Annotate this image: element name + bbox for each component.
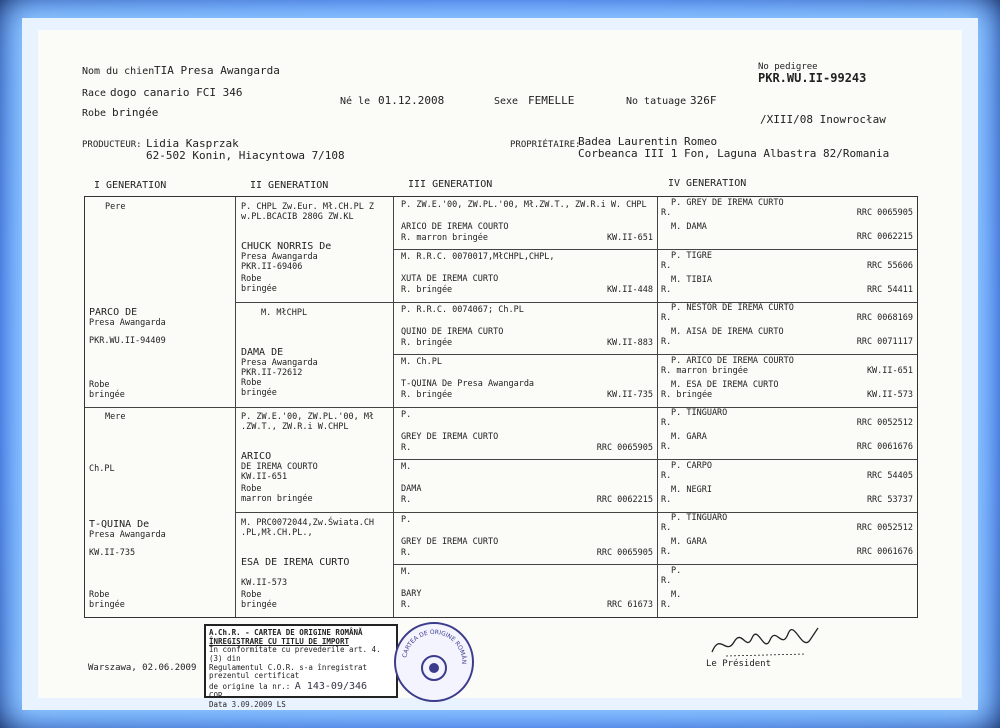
gen3-registration: RRC 0062215 xyxy=(596,495,653,505)
gen3-titles: P. ZW.E.'00, ZW.PL.'00, Mł.ZW.T., ZW.R.i W. CHPL xyxy=(401,200,647,210)
romanian-kennel-seal xyxy=(394,622,474,702)
gen3-robe: R. marron bringée xyxy=(401,233,488,243)
gen3-name: GREY DE IREMA CURTO xyxy=(401,537,499,547)
gen3-registration: RRC 0065905 xyxy=(596,548,653,558)
pedigree-table xyxy=(84,196,918,618)
svg-text:CARTEA DE ORIGINE ROMÂNĂ xyxy=(396,624,467,664)
gen4-robe: R. xyxy=(661,599,672,610)
gen2-robe-value: bringée xyxy=(241,284,277,294)
gen4-robe: R. marron bringée xyxy=(661,365,748,376)
gen2-titles: P. ZW.E.'00, ZW.PL.'00, Mł .ZW.T., ZW.R.i W.CHPL xyxy=(241,412,375,432)
gen4-name: M. AISA DE IREMA CURTO xyxy=(671,327,784,337)
mother-label: Mere xyxy=(105,412,126,422)
gen3-name: XUTA DE IREMA CURTO xyxy=(401,274,499,284)
gen4-robe: R. xyxy=(661,313,672,323)
gen4-registration: RRC 55606 xyxy=(866,260,913,271)
mother-title: Ch.PL xyxy=(89,464,115,474)
gen3-titles: P. R.R.C. 0074067; Ch.PL xyxy=(401,305,524,315)
seal-ring-text xyxy=(396,624,472,700)
row-divider xyxy=(393,354,917,355)
dog-name: TIA Presa Awangarda xyxy=(154,64,280,77)
gen2-kennel: Presa Awangarda xyxy=(241,252,318,262)
robe-label: Robe xyxy=(82,108,107,119)
gen2-kennel: DE IREMA COURTO xyxy=(241,462,318,472)
gen3-robe: R. xyxy=(401,495,412,505)
gen4-name: M. NEGRI xyxy=(671,484,712,495)
born-value: 01.12.2008 xyxy=(378,94,445,107)
row-divider xyxy=(85,407,917,408)
gen3-titles: M. xyxy=(401,567,412,577)
gen4-robe: R. xyxy=(661,523,672,533)
gen3-registration: KW.II-448 xyxy=(606,285,653,295)
gen4-registration: RRC 0061676 xyxy=(856,442,913,452)
gen3-titles: M. R.R.C. 0070017,MłCHPL,CHPL, xyxy=(401,252,555,262)
stamp-line: Regulamentul C.O.R. s-a înregistrat prezentul certificat xyxy=(209,662,368,681)
gen3-robe: R. xyxy=(401,548,412,558)
gen3-registration: KW.II-883 xyxy=(606,338,653,348)
gen2-robe-label: Robe xyxy=(241,378,262,388)
gen2-titles: M. PRC0072044,Zw.Świata.CH .PL,Mł.CH.PL., xyxy=(241,518,375,538)
gen4-name: M. ESA DE IREMA CURTO xyxy=(671,379,779,390)
father-robe-label: Robe xyxy=(89,380,110,390)
gen4-name: P. xyxy=(671,565,682,576)
gen3-robe: R. xyxy=(401,600,412,610)
stamp-line: În conformitate cu prevederile art. 4.(3) din xyxy=(209,645,381,663)
gen4-robe: R. xyxy=(661,260,672,271)
father-kennel: Presa Awangarda xyxy=(89,318,166,328)
gen4-robe: R. xyxy=(661,208,672,218)
import-registration-stamp xyxy=(204,624,398,709)
producer-name: Lidia Kasprzak xyxy=(146,137,239,150)
pedigree-label: No pedigree xyxy=(758,62,818,72)
gen4-robe: R. xyxy=(661,575,672,586)
producer-address: 62-502 Konin, Hiacyntowa 7/108 xyxy=(146,149,345,162)
gen2-kennel: Presa Awangarda xyxy=(241,358,318,368)
owner-address: Corbeanca III 1 Fon, Laguna Albastra 82/Romania xyxy=(578,147,890,160)
sex-value: FEMELLE xyxy=(528,94,575,107)
mother-kennel: Presa Awangarda xyxy=(89,530,166,540)
robe-value: bringée xyxy=(112,106,159,119)
gen2-name: ARICO xyxy=(241,451,272,462)
row-divider xyxy=(393,249,917,250)
gen4-name: P. TIGRE xyxy=(671,250,712,261)
gen4-registration: RRC 0068169 xyxy=(856,313,913,323)
gen2-robe-label: Robe xyxy=(241,590,262,600)
gen2-robe-label: Robe xyxy=(241,274,262,284)
gen3-robe: R. xyxy=(401,443,412,453)
gen4-robe: R. xyxy=(661,418,672,428)
gen3-name: ARICO DE IREMA COURTO xyxy=(401,222,509,232)
gen2-robe-value: marron bringée xyxy=(241,494,313,504)
pedigree-document xyxy=(38,30,962,709)
seal-text: CARTEA DE ORIGINE ROMÂN xyxy=(401,628,468,665)
gen4-name: P. GREY DE IREMA CURTO xyxy=(671,198,784,208)
gen4-name: P. TINGUARO xyxy=(671,408,728,418)
gen3-registration: KW.II-735 xyxy=(606,390,653,400)
gen3-name: BARY xyxy=(401,589,422,599)
generation-1-header: I GENERATION xyxy=(94,180,167,191)
gen4-robe: R. xyxy=(661,470,672,481)
gen3-name: QUINO DE IREMA CURTO xyxy=(401,327,504,337)
gen3-titles: P. xyxy=(401,410,412,420)
gen2-name: DAMA DE xyxy=(241,347,284,358)
mother-name: T-QUINA De xyxy=(89,519,150,530)
gen4-name: M. GARA xyxy=(671,432,707,442)
gen3-name: T-QUINA De Presa Awangarda xyxy=(401,379,535,389)
race-label: Race xyxy=(82,88,107,99)
tattoo-label: No tatuage xyxy=(626,96,687,107)
gen2-name: ESA DE IREMA CURTO xyxy=(241,557,350,568)
gen4-registration: RRC 0052512 xyxy=(856,418,913,428)
gen4-robe: R. xyxy=(661,547,672,557)
pedigree-number: PKR.WU.II-99243 xyxy=(758,71,867,85)
stamp-line: de origine la nr.: xyxy=(209,681,291,691)
gen3-titles: M. xyxy=(401,462,412,472)
gen3-robe: R. bringée xyxy=(401,285,453,295)
race-value: dogo canario FCI 346 xyxy=(110,86,243,99)
row-divider xyxy=(235,512,917,513)
gen4-robe: R. xyxy=(661,494,672,505)
gen2-registration: PKR.II-69406 xyxy=(241,262,303,272)
generation-2-header: II GENERATION xyxy=(250,180,329,191)
gen4-name: P. ARICO DE IREMA COURTO xyxy=(671,355,794,366)
stamp-date: 3.09.2009 xyxy=(231,699,273,709)
gen3-titles: P. xyxy=(401,515,412,525)
mother-registration: KW.II-735 xyxy=(89,548,136,558)
gen2-robe-value: bringée xyxy=(241,600,277,610)
stamp-line: ÎNREGISTRARE CU TITLU DE IMPORT xyxy=(209,636,349,646)
mother-robe-value: bringée xyxy=(89,600,125,610)
owner-label: PROPRIÉTAIRE: xyxy=(510,140,581,150)
gen4-registration: RRC 0065905 xyxy=(856,208,913,218)
gen2-name: CHUCK NORRIS De xyxy=(241,241,332,252)
gen4-registration: RRC 0071117 xyxy=(856,337,913,347)
gen4-name: P. CARPO xyxy=(671,460,712,471)
gen3-registration: KW.II-651 xyxy=(606,233,653,243)
gen2-titles: M. MłCHPL xyxy=(261,308,308,318)
gen4-name: P. TINGUARO xyxy=(671,513,728,523)
gen3-name: DAMA xyxy=(401,484,422,494)
gen4-name: M. DAMA xyxy=(671,222,707,232)
gen4-name: M. TIBIA xyxy=(671,274,712,285)
mother-robe-label: Robe xyxy=(89,590,110,600)
gen2-registration: KW.II-573 xyxy=(241,578,288,588)
father-registration: PKR.WU.II-94409 xyxy=(89,336,166,346)
gen4-name: M. GARA xyxy=(671,537,707,547)
gen4-registration: RRC 0062215 xyxy=(856,232,913,242)
father-robe-value: bringée xyxy=(89,390,125,400)
gen3-name: GREY DE IREMA CURTO xyxy=(401,432,499,442)
gen4-registration: RRC 54405 xyxy=(866,470,913,481)
gen4-robe: R. xyxy=(661,442,672,452)
row-divider xyxy=(393,564,917,565)
owner-name: Badea Laurentin Romeo xyxy=(578,135,718,148)
tattoo-value: 326F xyxy=(690,94,717,107)
gen2-robe-value: bringée xyxy=(241,388,277,398)
gen3-titles: M. Ch.PL xyxy=(401,357,442,367)
gen3-robe: R. bringée xyxy=(401,338,453,348)
litter-reference: /XIII/08 Inowrocław xyxy=(760,113,886,126)
gen3-registration: RRC 61673 xyxy=(606,600,653,610)
gen2-titles: P. CHPL Zw.Eur. Mł.CH.PL Z w.PL.BCACIB 280G ZW.KL xyxy=(241,202,375,222)
father-name: PARCO DE xyxy=(89,307,138,318)
gen4-registration: RRC 0052512 xyxy=(856,523,913,533)
generation-3-header: III GENERATION xyxy=(408,179,493,190)
gen4-registration: RRC 54411 xyxy=(866,284,913,295)
gen4-registration: RRC 0061676 xyxy=(856,547,913,557)
stamp-line: COR xyxy=(209,691,223,701)
stamp-number: A 143-09/346 xyxy=(294,680,368,692)
gen2-registration: KW.II-651 xyxy=(241,472,288,482)
generation-4-header: IV GENERATION xyxy=(668,178,747,189)
sex-label: Sexe xyxy=(494,96,519,107)
stamp-date-label: Data xyxy=(209,699,228,709)
gen4-robe: R. bringée xyxy=(661,389,713,400)
gen3-robe: R. bringée xyxy=(401,390,453,400)
president-label: Le Président xyxy=(706,659,772,669)
producer-label: PRODUCTEUR: xyxy=(82,140,142,150)
gen2-robe-label: Robe xyxy=(241,484,262,494)
stamp-line: A.Ch.R. - CARTEA DE ORIGINE ROMÂNĂ xyxy=(209,628,363,637)
place-date: Warszawa, 02.06.2009 xyxy=(88,663,197,673)
gen4-robe: R. xyxy=(661,284,672,295)
gen4-name: M. xyxy=(671,589,682,600)
row-divider xyxy=(393,459,917,460)
born-label: Né le xyxy=(340,96,371,107)
gen4-registration: KW.II-651 xyxy=(866,365,913,376)
gen2-registration: PKR.II-72612 xyxy=(241,368,303,378)
gen3-registration: RRC 0065905 xyxy=(596,443,653,453)
gen4-registration: KW.II-573 xyxy=(866,389,913,400)
gen4-registration: RRC 53737 xyxy=(866,494,913,505)
row-divider xyxy=(235,302,917,303)
gen4-robe: R. xyxy=(661,337,672,347)
father-label: Pere xyxy=(105,202,126,212)
name-label: Nom du chien xyxy=(82,66,155,77)
gen4-name: P. NESTOR DE IREMA CURTO xyxy=(671,303,794,313)
stamp-suffix: LS xyxy=(276,699,286,709)
